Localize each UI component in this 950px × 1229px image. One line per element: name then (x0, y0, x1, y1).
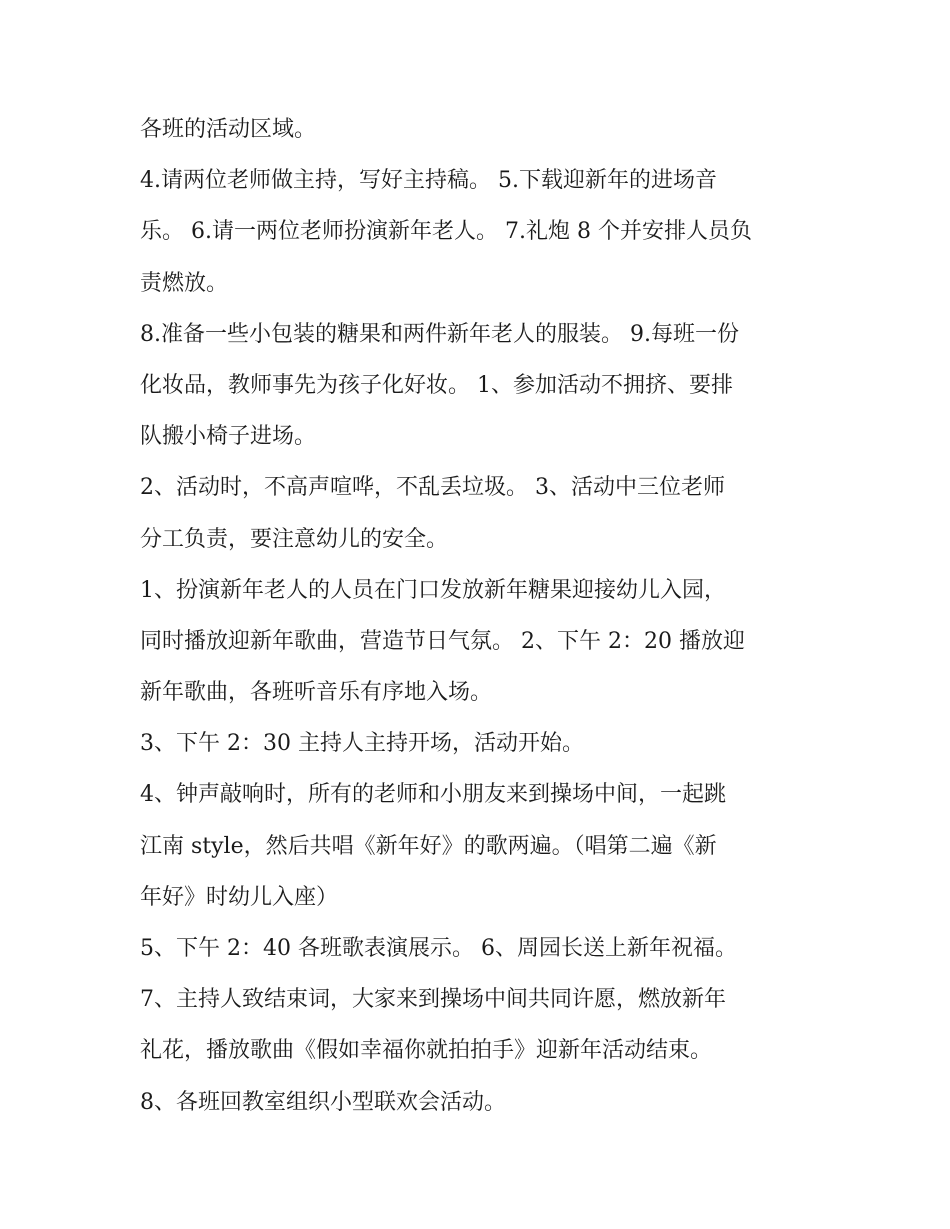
text-line: 责燃放。 (140, 270, 229, 296)
text-line: 年好》时幼儿入座） (140, 884, 339, 910)
text-line: 3、下午 2：30 主持人主持开场，活动开始。 (140, 731, 584, 757)
text-line: 8.准备一些小包装的糖果和两件新年老人的服装。 9.每班一份 (140, 321, 739, 347)
text-line: 5、下午 2：40 各班歌表演展示。 6、周园长送上新年祝福。 (140, 936, 737, 961)
text-line: 乐。 6.请一两位老师扮演新年老人。 7.礼炮 8 个并安排人员负 (140, 219, 752, 245)
text-line: 各班的活动区域。 (140, 117, 317, 142)
text-line: 同时播放迎新年歌曲，营造节日气氛。 2、下午 2：20 播放迎 (140, 628, 745, 654)
document-body (140, 104, 810, 1128)
text-line: 8、各班回教室组织小型联欢会活动。 (140, 1089, 506, 1115)
text-line: 江南 style，然后共唱《新年好》的歌两遍。（唱第二遍《新 (140, 833, 717, 859)
text-line: 1、扮演新年老人的人员在门口发放新年糖果迎接幼儿入园， (140, 577, 726, 603)
text-line: 7、主持人致结束词，大家来到操场中间共同许愿，燃放新年 (140, 987, 726, 1013)
text-line: 4、钟声敲响时，所有的老师和小朋友来到操场中间，一起跳 (140, 782, 726, 808)
text-line: 礼花，播放歌曲《假如幸福你就拍拍手》迎新年活动结束。 (140, 1038, 713, 1064)
text-line: 2、活动时，不高声喧哗，不乱丢垃圾。 3、活动中三位老师 (140, 475, 725, 501)
text-line: 新年歌曲，各班听音乐有序地入场。 (140, 680, 493, 706)
text-line: 队搬小椅子进场。 (140, 424, 317, 450)
text-line: 化妆品，教师事先为孩子化好妆。 1、参加活动不拥挤、要排 (140, 372, 733, 398)
text-line: 4.请两位老师做主持，写好主持稿。 5.下载迎新年的进场音 (140, 168, 717, 194)
text-line: 分工负责，要注意幼儿的安全。 (140, 526, 449, 552)
